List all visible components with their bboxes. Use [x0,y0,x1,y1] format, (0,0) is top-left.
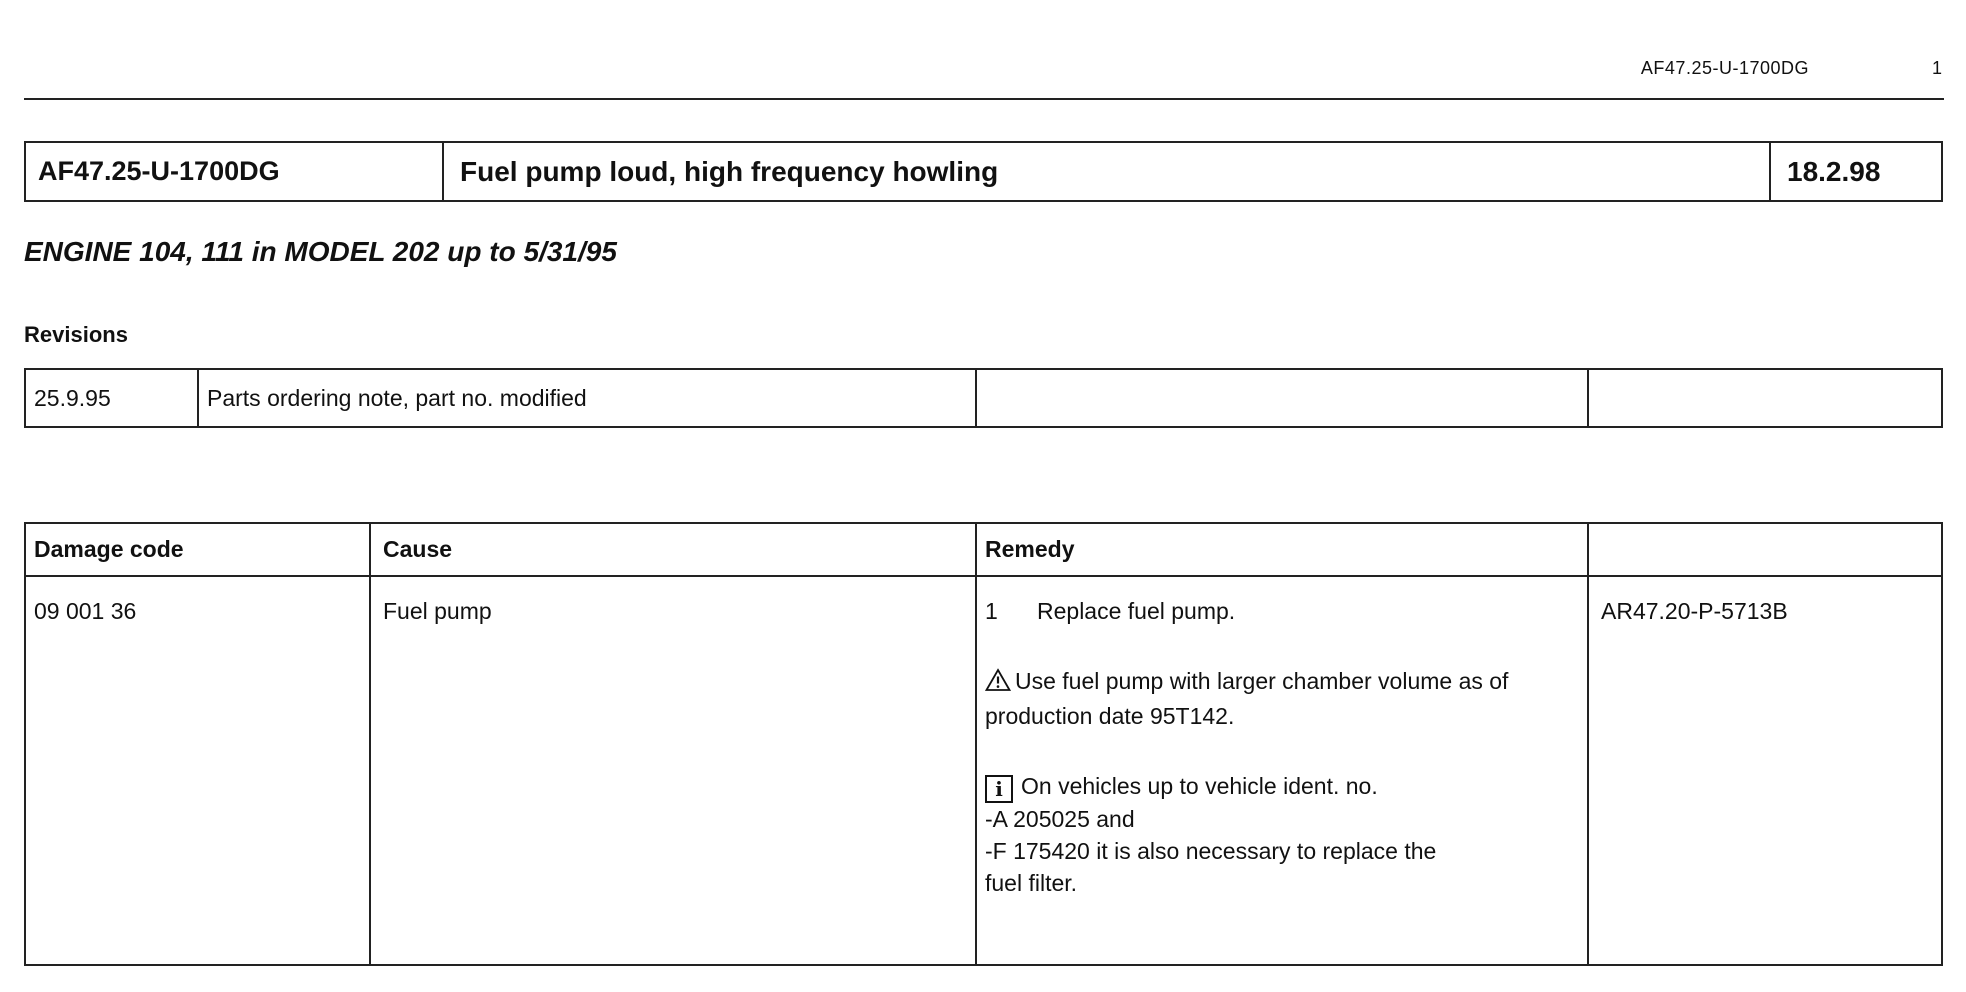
revision-note: Parts ordering note, part no. modified [199,370,977,426]
info-box-icon: i [985,775,1013,803]
damage-code-cell: 09 001 36 [26,577,371,964]
info-line: On vehicles up to vehicle ident. no. [1021,773,1378,799]
revision-empty-cell [977,370,1589,426]
warning-note [985,665,1579,732]
warning-triangle-icon [985,668,1011,700]
revisions-label: Revisions [24,322,128,347]
info-line: -A 205025 and [985,806,1135,832]
table-row [26,577,1941,964]
header-cause: Cause [371,524,977,575]
step-text: Replace fuel pump. [1037,598,1236,624]
header-damage-code: Damage code [26,524,371,575]
step-number: 1 [985,598,998,624]
revision-empty-cell [1589,370,1941,426]
header-remedy: Remedy [977,524,1589,575]
document-title: Fuel pump loud, high frequency howling [444,143,1771,200]
damage-table [24,522,1943,966]
document-code: AF47.25-U-1700DG [26,143,444,200]
remedy-step [985,595,1579,627]
info-line: -F 175420 it is also necessary to replace the [985,838,1437,864]
table-header-row [26,524,1941,577]
reference-link[interactable]: AR47.20-P-5713B [1601,598,1788,624]
info-note [985,770,1579,899]
document-date: 18.2.98 [1787,155,1881,187]
info-line: fuel filter. [985,870,1078,896]
title-box [24,141,1943,202]
cause-cell: Fuel pump [371,577,977,964]
revision-date: 25.9.95 [26,370,199,426]
page-number: 1 [1931,58,1942,78]
applicability-heading: ENGINE 104, 111 in MODEL 202 up to 5/31/95 [24,236,617,267]
header-reference [1589,524,1941,575]
page-header [24,58,1944,100]
header-doc-code: AF47.25-U-1700DG [1640,58,1809,78]
revisions-table [24,368,1943,428]
remedy-cell [977,577,1589,964]
warning-text: Use fuel pump with larger chamber volume as of production date 95T142. [985,668,1509,729]
